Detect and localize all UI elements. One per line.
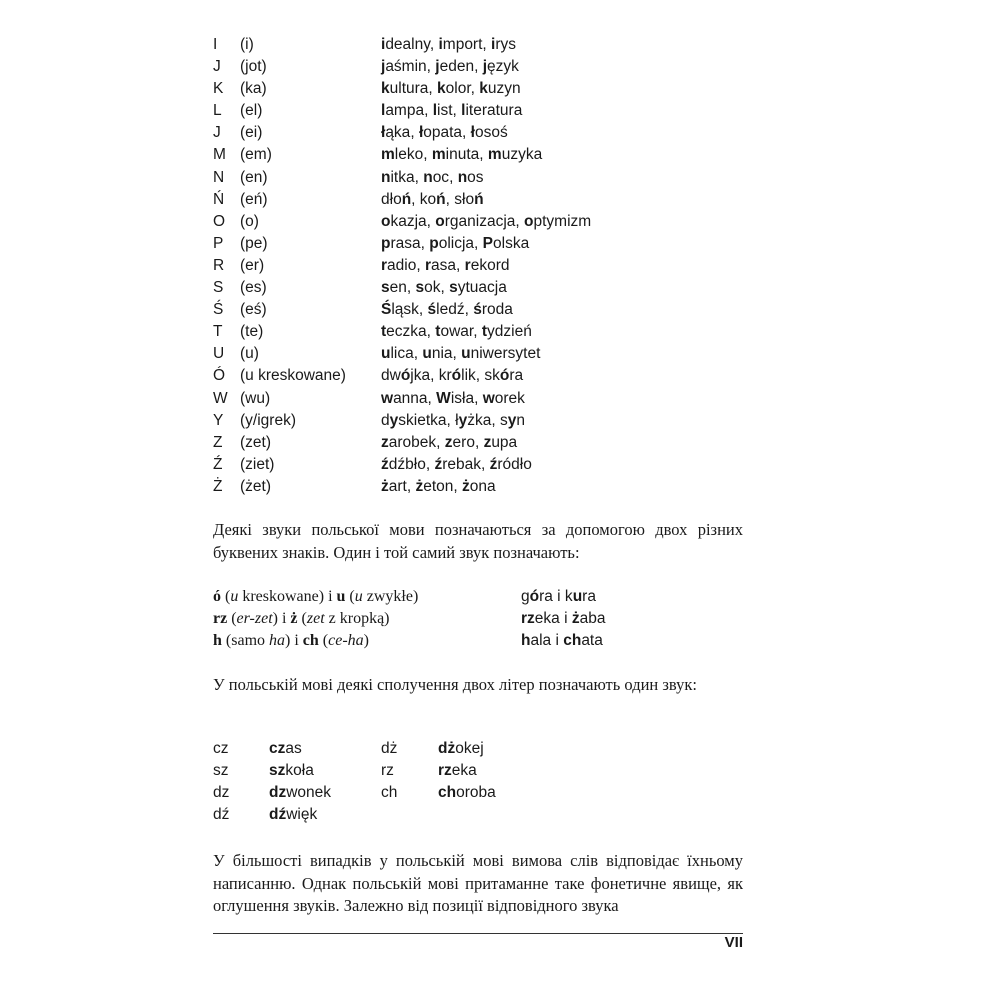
example-words: lampa, list, literatura [381, 102, 523, 120]
letter-name: (y/igrek) [240, 411, 296, 429]
digraph-row [213, 760, 613, 782]
example-words: zarobek, zero, zupa [381, 433, 518, 451]
pair-row [213, 630, 743, 652]
alphabet-row [213, 100, 773, 122]
page-number: VII [724, 934, 743, 951]
alphabet-letter: N [213, 168, 225, 186]
alphabet-row [213, 211, 773, 233]
digraph: cz [213, 740, 229, 757]
paragraph-two-signs: Деякі звуки польської мови позначаються за допомогою двох різних буквених знаків. Один і той самий звук позначають: [213, 520, 743, 562]
alphabet-table [213, 34, 773, 498]
letter-name: (zet) [240, 433, 271, 451]
alphabet-row [213, 167, 773, 189]
alphabet-letter: Ź [213, 455, 223, 473]
alphabet-letter: W [213, 389, 228, 407]
digraph-example: dzwonek [269, 784, 332, 801]
pair-row [213, 608, 743, 630]
example-words: radio, rasa, rekord [381, 256, 510, 274]
example-words: sen, sok, sytuacja [381, 279, 507, 297]
alphabet-row [213, 56, 773, 78]
alphabet-row [213, 321, 773, 343]
alphabet-letter: L [213, 102, 222, 120]
example-words: dwójka, królik, skóra [381, 367, 524, 385]
letter-name: (eś) [240, 301, 267, 319]
letter-name: (u) [240, 345, 259, 363]
alphabet-row [213, 78, 773, 100]
alphabet-letter: P [213, 234, 224, 252]
digraph: dż [381, 740, 398, 757]
alphabet-row [213, 476, 773, 498]
alphabet-letter: T [213, 323, 223, 341]
example-words: prasa, policja, Polska [381, 234, 530, 252]
alphabet-row [213, 454, 773, 476]
alphabet-row [213, 388, 773, 410]
example-words: Śląsk, śledź, środa [381, 301, 513, 319]
alphabet-letter: R [213, 256, 225, 274]
alphabet-row [213, 299, 773, 321]
letter-name: (ziet) [240, 455, 275, 473]
alphabet-row [213, 365, 773, 387]
alphabet-letter: Ś [213, 301, 224, 319]
digraph: dz [213, 784, 230, 801]
alphabet-letter: Y [213, 411, 224, 429]
letter-name: (te) [240, 323, 264, 341]
alphabet-row [213, 189, 773, 211]
example-words: dłoń, koń, słoń [381, 190, 484, 208]
example-words: kultura, kolor, kuzyn [381, 80, 521, 98]
letter-name: (el) [240, 102, 263, 120]
alphabet-row [213, 432, 773, 454]
alphabet-row [213, 233, 773, 255]
pair-description: rz (er-zet) і ż (zet z kropką) [213, 610, 390, 627]
alphabet-letter: I [213, 36, 218, 53]
digraph: ch [381, 784, 398, 801]
pair-example: hala i chata [521, 632, 603, 649]
digraph-example: dżokej [438, 740, 484, 757]
alphabet-letter: Ń [213, 190, 225, 208]
pair-description: ó (u kreskowane) і u (u zwykłe) [213, 588, 419, 605]
letter-name: (pe) [240, 234, 268, 252]
digraph: rz [381, 762, 394, 779]
example-words: żart, żeton, żona [381, 477, 496, 495]
example-words: ulica, unia, uniwersytet [381, 345, 541, 363]
example-words: źdźbło, źrebak, źródło [381, 455, 532, 473]
footer-rule [213, 933, 743, 934]
example-words: okazja, organizacja, optymizm [381, 212, 592, 230]
pair-example: rzeka i żaba [521, 610, 606, 627]
alphabet-row [213, 255, 773, 277]
digraph: sz [213, 762, 229, 779]
letter-name: (en) [240, 168, 268, 186]
alphabet-letter: Z [213, 433, 223, 451]
example-words: nitka, noc, nos [381, 168, 484, 186]
pair-example: góra i kura [521, 588, 596, 605]
letter-name: (żet) [240, 477, 271, 495]
example-words: wanna, Wisła, worek [381, 389, 525, 407]
alphabet-row [213, 343, 773, 365]
example-words: mleko, minuta, muzyka [381, 146, 543, 164]
alphabet-letter: M [213, 146, 226, 164]
letter-name: (o) [240, 212, 259, 230]
alphabet-row [213, 277, 773, 299]
alphabet-letter: U [213, 345, 225, 363]
letter-name: (em) [240, 146, 272, 164]
example-words: łąka, łopata, łosoś [381, 124, 508, 142]
pair-description: h (samo ha) і ch (ce-ha) [213, 632, 369, 649]
alphabet-letter: J [213, 124, 221, 142]
letter-name: (eń) [240, 190, 268, 208]
digraph-example: rzeka [438, 762, 477, 779]
example-words: teczka, towar, tydzień [381, 323, 532, 341]
digraph-row [213, 738, 613, 760]
example-words: jaśmin, jeden, język [381, 58, 519, 76]
pair-row [213, 586, 743, 608]
digraph: dź [213, 806, 230, 823]
digraph-table [213, 738, 613, 826]
alphabet-letter: S [213, 279, 224, 297]
alphabet-letter: Ó [213, 367, 226, 385]
alphabet-letter: K [213, 80, 224, 98]
alphabet-letter: J [213, 58, 221, 76]
same-sound-pairs [213, 586, 743, 652]
letter-name: (ka) [240, 80, 267, 98]
alphabet-row [213, 144, 773, 166]
letter-name: (es) [240, 279, 267, 297]
example-words: dyskietka, łyżka, syn [381, 411, 525, 429]
alphabet-letter: Ż [213, 477, 223, 495]
digraph-example: dźwięk [269, 806, 318, 823]
letter-name: (wu) [240, 389, 271, 407]
letter-name: (er) [240, 256, 265, 274]
alphabet-row [213, 410, 773, 432]
digraph-row [213, 782, 613, 804]
paragraph-digraphs: У польській мові деякі сполучення двох літер позначають один звук: [213, 675, 697, 694]
alphabet-row [213, 122, 773, 144]
letter-name: (ei) [240, 124, 263, 142]
paragraph-pronunciation: У більшості випадків у польській мові вимова слів відповідає їхньому написанню. Однак польській мові притаманне таке фонетичне явище, як оглушення звуків. Залежно від позиції відповідного звука [213, 851, 743, 915]
digraph-example: szkoła [269, 762, 314, 779]
letter-name: (jot) [240, 58, 267, 76]
digraph-row [213, 804, 613, 826]
example-words: idealny, import, irys [381, 36, 517, 53]
alphabet-row [213, 34, 773, 56]
letter-name: (i) [240, 36, 254, 53]
digraph-example: choroba [438, 784, 496, 801]
digraph-example: czas [269, 740, 302, 757]
alphabet-letter: O [213, 212, 226, 230]
letter-name: (u kreskowane) [240, 367, 346, 385]
